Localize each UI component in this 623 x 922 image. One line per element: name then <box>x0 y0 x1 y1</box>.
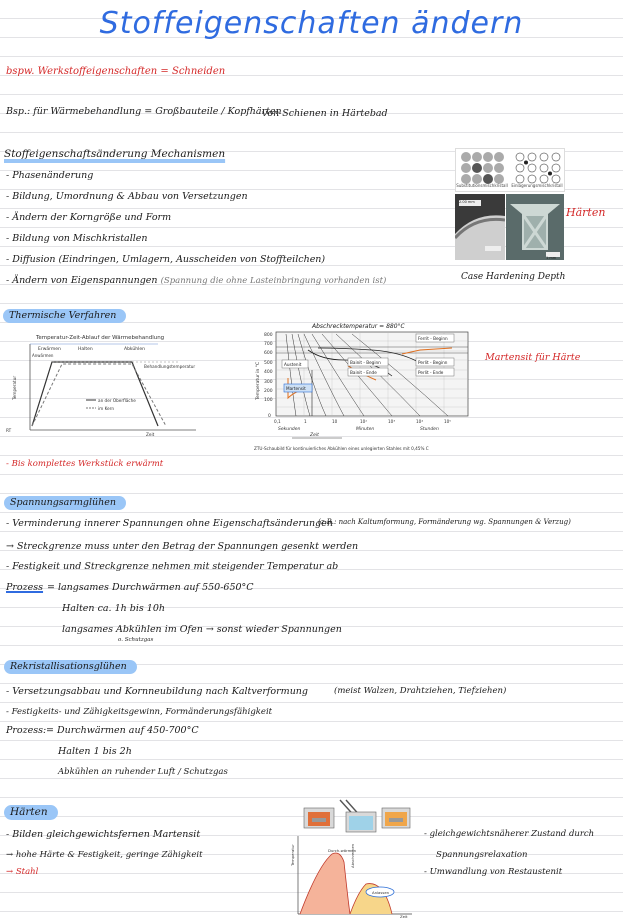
fig-label-einlagerung: Einlagerungsmischkristall <box>511 183 563 188</box>
y-tick: 700 <box>264 342 273 347</box>
rekristallisation-prozess-3: Abkühlen an ruhender Luft / Schutzgas <box>58 767 228 777</box>
spannung-prozess-1: = langsames Durchwärmen auf 550-650°C <box>47 582 254 593</box>
x-tick: 10⁴ <box>416 419 424 424</box>
ztu-label-bainit-beginn: Bainit - Beginn <box>350 360 381 365</box>
section-heading-haerten: Härten <box>4 806 58 818</box>
y-tick: 600 <box>264 351 273 356</box>
page-title: Stoffeigenschaften ändern <box>99 6 524 41</box>
mechanismen-list <box>6 170 386 296</box>
chart1-ylabel: Temperatur <box>12 375 17 400</box>
fig-scale-1: 2.00 mm <box>459 200 475 204</box>
haerten-fig-durchwaermen: Durch-wärmen <box>328 848 357 853</box>
ztu-label-perlit-beginn: Perlit - Beginn <box>418 360 448 365</box>
haerten-right-1: - gleichgewichtsnäherer Zustand durch <box>424 829 595 839</box>
ztu-label-perlit-ende: Perlit - Ende <box>418 370 444 375</box>
y-tick: 800 <box>264 333 273 338</box>
spannung-line-3: - Festigkeit und Streckgrenze nehmen mit steigender Temperatur ab <box>6 561 339 572</box>
x-tick: 10³ <box>388 419 396 424</box>
y-tick: 0 <box>268 414 271 419</box>
x-tick: 0,1 <box>274 419 281 424</box>
chart1-title: Temperatur-Zeit-Ablauf der Wärmebehandlung <box>36 335 165 341</box>
phase-label-abkuehlen: Abkühlen <box>124 347 145 352</box>
spannung-prozess-3: langsames Abkühlen im Ofen → sonst wieder Spannungen <box>62 624 342 635</box>
phase-label-halten: Halten <box>78 347 93 352</box>
legend-kern: im Kern <box>98 406 114 411</box>
list-item: - Diffusion (Eindringen, Umlagern, Ausscheiden von Stoffteilchen) <box>6 254 326 265</box>
fig-scale-2: 1 mm <box>546 256 557 260</box>
ztu-label-bainit-ende: Bainit - Ende <box>350 370 377 375</box>
list-item: - Ändern der Korngröße und Form <box>6 212 172 223</box>
legend-oberflaeche: an der Oberfläche <box>98 398 136 403</box>
phase-label-erwaermen: Erwärmen <box>38 347 61 352</box>
spannung-prozess-2: Halten ca. 1h bis 10h <box>62 603 165 614</box>
y-tick: 200 <box>264 389 273 394</box>
haerten-line-3: → Stahl <box>6 867 39 877</box>
section-heading-rekristallisation: Rekristallisationsglühen <box>4 661 137 672</box>
fig-label-substitution: Substitutionsmischkristall <box>456 183 508 188</box>
ztu-label-austenit: Austenit <box>284 362 302 367</box>
rekristallisation-prozess-label: Prozess: <box>6 725 47 736</box>
haerten-fig-xlabel: Zeit <box>400 914 408 918</box>
x-unit-minuten: Minuten <box>356 427 375 432</box>
spannung-prozess-label: Prozess <box>6 582 44 593</box>
y-tick: 500 <box>264 361 273 366</box>
section-heading-thermisch: Thermische Verfahren <box>3 310 126 321</box>
rekristallisation-line-1-note: (meist Walzen, Drahtziehen, Tiefziehen) <box>334 686 507 696</box>
spannung-line-1: - Verminderung innerer Spannungen ohne Eigenschaftsänderungen <box>6 518 333 529</box>
chart1-rt: RT <box>6 428 12 433</box>
ztu-title: Abschrecktemperatur = 880°C <box>312 323 405 330</box>
chart1-xlabel: Zeit <box>146 432 155 437</box>
ztu-label-ferrit-beginn: Ferrit - Beginn <box>418 336 448 341</box>
intro-line-1: bspw. Werkstoffeigenschaften = Schneiden <box>6 66 226 77</box>
list-item: - Phasenänderung <box>6 170 94 181</box>
case-hardening-caption: Case Hardening Depth <box>461 272 566 282</box>
haerten-fig-abschrecken: Abschrecken <box>350 843 355 868</box>
x-unit-sekunden: Sekunden <box>278 427 301 432</box>
side-note-haerten: Härten <box>566 206 606 219</box>
y-tick: 100 <box>264 398 273 403</box>
rekristallisation-prozess-2: Halten 1 bis 2h <box>58 746 132 757</box>
section-heading-spannung: Spannungsarmglühen <box>4 497 126 508</box>
haerten-line-1: - Bilden gleichgewichtsfernen Martensit <box>6 829 201 840</box>
x-tick: 1 <box>304 419 307 424</box>
label-behandlungstemperatur: Behandlungstemperatur <box>144 364 196 369</box>
x-tick: 10² <box>360 419 368 424</box>
ztu-ylabel: Temperatur in °C <box>256 361 261 400</box>
label-anwaermen: Anwärmen <box>32 353 54 358</box>
haerten-process-figure <box>288 796 414 918</box>
y-tick: 300 <box>264 380 273 385</box>
section-heading-mechanismen: Stoffeigenschaftsänderung Mechanismen <box>4 148 226 160</box>
temperature-time-chart <box>6 330 202 438</box>
spannung-line-2: → Streckgrenze muss unter den Betrag der Spannungen gesenkt werden <box>6 541 359 552</box>
rekristallisation-line-2: - Festigkeits- und Zähigkeitsgewinn, Formänderungsfähigkeit <box>6 707 273 717</box>
list-item: - Ändern von Eigenspannungen <box>6 275 158 286</box>
list-item: - Bildung, Umordnung & Abbau von Versetzungen <box>6 191 248 202</box>
ztu-chart <box>252 320 478 454</box>
case-hardening-photo-2 <box>506 194 564 260</box>
spannung-line-1-note: (z.B.: nach Kaltumformung, Formänderung wg. Spannungen & Verzug) <box>318 518 571 526</box>
haerten-line-2: → hohe Härte & Festigkeit, geringe Zähigkeit <box>6 850 203 860</box>
spannung-prozess-3-note: o. Schutzgas <box>118 637 154 643</box>
list-item-note: (Spannung die ohne Lasteinbringung vorhanden ist) <box>160 276 387 286</box>
x-tick: 10⁵ <box>444 419 452 424</box>
ztu-label-martensit: Martensit <box>286 386 306 391</box>
side-note-martensit: Martensit für Härte <box>485 352 581 363</box>
list-item: - Bildung von Mischkristallen <box>6 233 148 244</box>
rekristallisation-prozess-1: = Durchwärmen auf 450-700°C <box>46 725 199 736</box>
y-tick: 400 <box>264 370 273 375</box>
intro-line-2a: Bsp.: für Wärmebehandlung = Großbauteile / Kopfhärten <box>6 106 282 117</box>
haerten-fig-ylabel: Temperatur <box>290 844 295 866</box>
x-axis-zeit: Zeit <box>310 433 319 438</box>
x-unit-stunden: Stunden <box>420 427 439 432</box>
haerten-right-3: - Umwandlung von Restaustenit <box>424 867 563 877</box>
haerten-fig-anlassen: Anlassen <box>372 890 390 895</box>
haerten-right-2: Spannungsrelaxation <box>436 850 528 860</box>
intro-line-2b: von Schienen in Härtebad <box>262 108 388 119</box>
thermisch-note: - Bis komplettes Werkstück erwärmt <box>6 459 164 469</box>
ztu-caption: ZTU-Schaubild für kontinuierliches Abkühlen eines unlegierten Stahles mit 0,45% C <box>254 446 429 451</box>
rekristallisation-line-1: - Versetzungsabbau und Kornneubildung nach Kaltverformung <box>6 686 309 697</box>
x-tick: 10 <box>332 419 338 424</box>
